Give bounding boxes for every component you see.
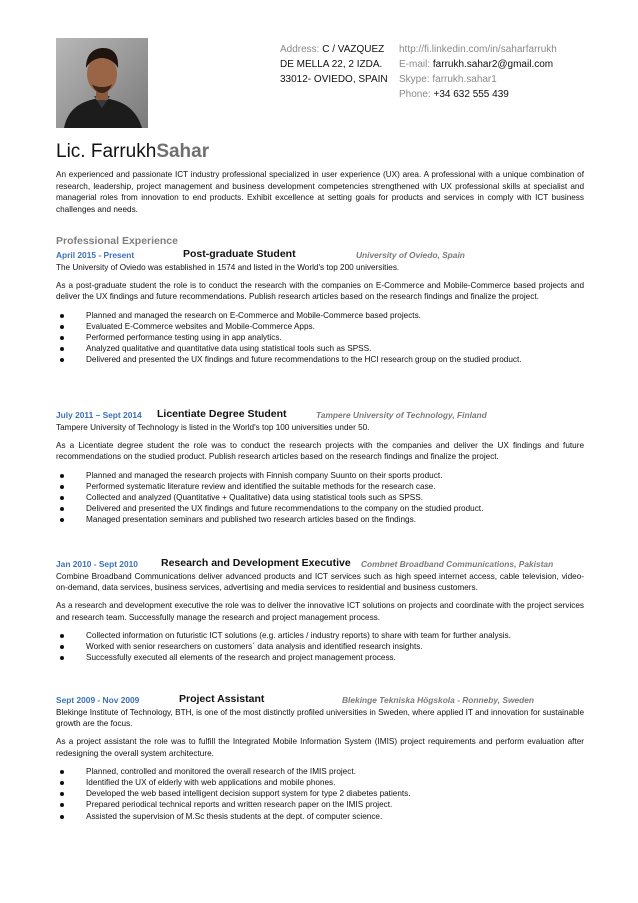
bullet-icon <box>60 325 64 329</box>
list-item: Performed performance testing using in app analytics. <box>56 332 584 343</box>
job-entry <box>56 248 584 366</box>
job-date: Jan 2010 - Sept 2010 <box>56 559 138 569</box>
bullet-icon <box>60 815 64 819</box>
contact-details <box>399 42 557 102</box>
list-item: Evaluated E-Commerce websites and Mobile-Commerce Apps. <box>56 321 584 332</box>
profile-photo-image <box>56 38 148 128</box>
job-date: April 2015 - Present <box>56 250 135 260</box>
bullet-icon <box>60 656 64 660</box>
bullet-icon <box>60 781 64 785</box>
list-item: Delivered and presented the UX findings and future recommendations to the HCI research group on the studied product. <box>56 354 584 365</box>
email-label: E-mail: <box>399 59 431 70</box>
list-item: Successfully executed all elements of the research and project management process. <box>56 652 584 663</box>
job-organization: Combnet Broadband Communications, Pakistan <box>361 559 554 569</box>
job-bullets <box>56 766 584 822</box>
bullet-icon <box>60 496 64 500</box>
job-role: As a post-graduate student the role is to conduct the research with the companies on E-Commerce and Mobile-Commerce based projects and deliver the UX findings and future recommendations. Publish research articles based on the research findings and finalize the project. <box>56 281 584 302</box>
list-item: Prepared periodical technical reports and written research paper on the IMIS project. <box>56 799 584 810</box>
bullet-icon <box>60 347 64 351</box>
list-item: Analyzed qualitative and quantitative data using statistical tools such as SPSS. <box>56 343 584 354</box>
job-header <box>56 408 584 422</box>
job-organization: University of Oviedo, Spain <box>356 250 465 260</box>
name-last: Sahar <box>156 141 210 162</box>
job-date: Sept 2009 - Nov 2009 <box>56 695 140 705</box>
list-item: Delivered and presented the UX findings and future recommendations to the company on the studied product. <box>56 503 584 514</box>
bullet-icon <box>60 645 64 649</box>
bullet-icon <box>60 803 64 807</box>
list-item: Performed systematic literature review and identified the suitable methods for the research case. <box>56 481 584 492</box>
bullet-icon <box>60 507 64 511</box>
job-bullets <box>56 630 584 664</box>
job-entry <box>56 408 584 526</box>
list-item: Collected information on futuristic ICT solutions (e.g. articles / industry reports) to share with team for further analysis. <box>56 630 584 641</box>
job-description: The University of Oviedo was established in 1574 and listed in the World's top 200 universities. <box>56 263 400 272</box>
job-header <box>56 248 584 262</box>
address-line-2: DE MELLA 22, 2 IZDA. <box>280 59 383 70</box>
bullet-icon <box>60 358 64 362</box>
list-item: Planned and managed the research projects with Finnish company Suunto on their sports product. <box>56 470 584 481</box>
job-bullets <box>56 310 584 366</box>
list-item: Collected and analyzed (Quantitative + Qualitative) data using statistical tools such as SPSS. <box>56 492 584 503</box>
bullet-icon <box>60 792 64 796</box>
candidate-name <box>56 141 209 163</box>
job-title: Post-graduate Student <box>183 248 296 260</box>
list-item: Worked with senior researchers on customers´ data analysis and identified research insights. <box>56 641 584 652</box>
list-item: Planned, controlled and monitored the overall research of the IMIS project. <box>56 766 584 777</box>
bullet-icon <box>60 634 64 638</box>
linkedin-link[interactable]: http://fi.linkedin.com/in/saharfarrukh <box>399 44 557 55</box>
section-title-experience: Professional Experience <box>56 235 178 247</box>
list-item: Identified the UX of elderly with web applications and mobile phones. <box>56 777 584 788</box>
address-label: Address: <box>280 44 320 55</box>
skype-id: Skype: farrukh.sahar1 <box>399 74 497 85</box>
list-item: Planned and managed the research on E-Commerce and Mobile-Commerce based projects. <box>56 310 584 321</box>
phone-number: +34 632 555 439 <box>433 89 509 100</box>
job-bullets <box>56 470 584 526</box>
bullet-icon <box>60 770 64 774</box>
bullet-icon <box>60 336 64 340</box>
job-header <box>56 693 584 707</box>
job-entry <box>56 693 584 822</box>
job-description: Tampere University of Technology is listed in the World's top 100 universities under 50. <box>56 423 370 432</box>
address-line-3: 33012- OVIEDO, SPAIN <box>280 74 388 85</box>
bullet-icon <box>60 314 64 318</box>
list-item: Assisted the supervision of M.Sc thesis students at the dept. of computer science. <box>56 811 584 822</box>
bullet-icon <box>60 518 64 522</box>
job-organization: Tampere University of Technology, Finland <box>316 410 487 420</box>
bullet-icon <box>60 485 64 489</box>
job-role: As a research and development executive the role was to deliver the innovative ICT solutions on projects and coordinate with the project services and research team. Successfully manage the research and project management process. <box>56 601 584 622</box>
job-date: July 2011 – Sept 2014 <box>56 410 142 420</box>
job-role: As a Licentiate degree student the role was to conduct the research projects with the companies and deliver the UX findings and future recommendations on the studied product. Publish research articles based on the research findings and finalize the project. <box>56 441 584 462</box>
name-first: Lic. Farrukh <box>56 141 157 162</box>
job-header <box>56 557 584 571</box>
job-role: As a project assistant the role was to fulfill the Integrated Mobile Information System (IMIS) project requirements and perform evaluation after redesigning the overall system architecture. <box>56 737 584 758</box>
address-line-1: C / VAZQUEZ <box>322 44 385 55</box>
professional-summary: An experienced and passionate ICT industry professional specialized in user experience (UX) area. A professional with a unique combination of research, leadership, project management and business development competencies strengthened with UX professional skills at specialist and managerial roles from innovation to end products. Exhibit excellence at setting goals for products and services in comply with ICT business challenges and needs. <box>56 170 584 214</box>
phone-label: Phone: <box>399 89 431 100</box>
job-organization: Blekinge Tekniska Högskola - Ronneby, Sweden <box>342 695 535 705</box>
profile-photo <box>56 38 148 128</box>
job-description: Combine Broadband Communications deliver advanced products and ICT services such as high speed internet access, cable television, video-on-demand, data services, business services, advertising and media services to residential and business customers. <box>56 572 584 593</box>
job-title: Research and Development Executive <box>161 557 351 569</box>
list-item: Managed presentation seminars and published two research articles based on the findings. <box>56 514 584 525</box>
job-title: Licentiate Degree Student <box>157 408 287 420</box>
contact-address <box>280 42 388 87</box>
job-description: Blekinge Institute of Technology, BTH, is one of the most distinctly profiled universities in Sweden, where applied IT and innovation for sustainable growth are the focus. <box>56 708 584 729</box>
job-entry <box>56 557 584 663</box>
list-item: Developed the web based intelligent decision support system for type 2 diabetes patients. <box>56 788 584 799</box>
bullet-icon <box>60 474 64 478</box>
job-title: Project Assistant <box>179 693 265 705</box>
email-link[interactable]: farrukh.sahar2@gmail.com <box>432 59 554 70</box>
